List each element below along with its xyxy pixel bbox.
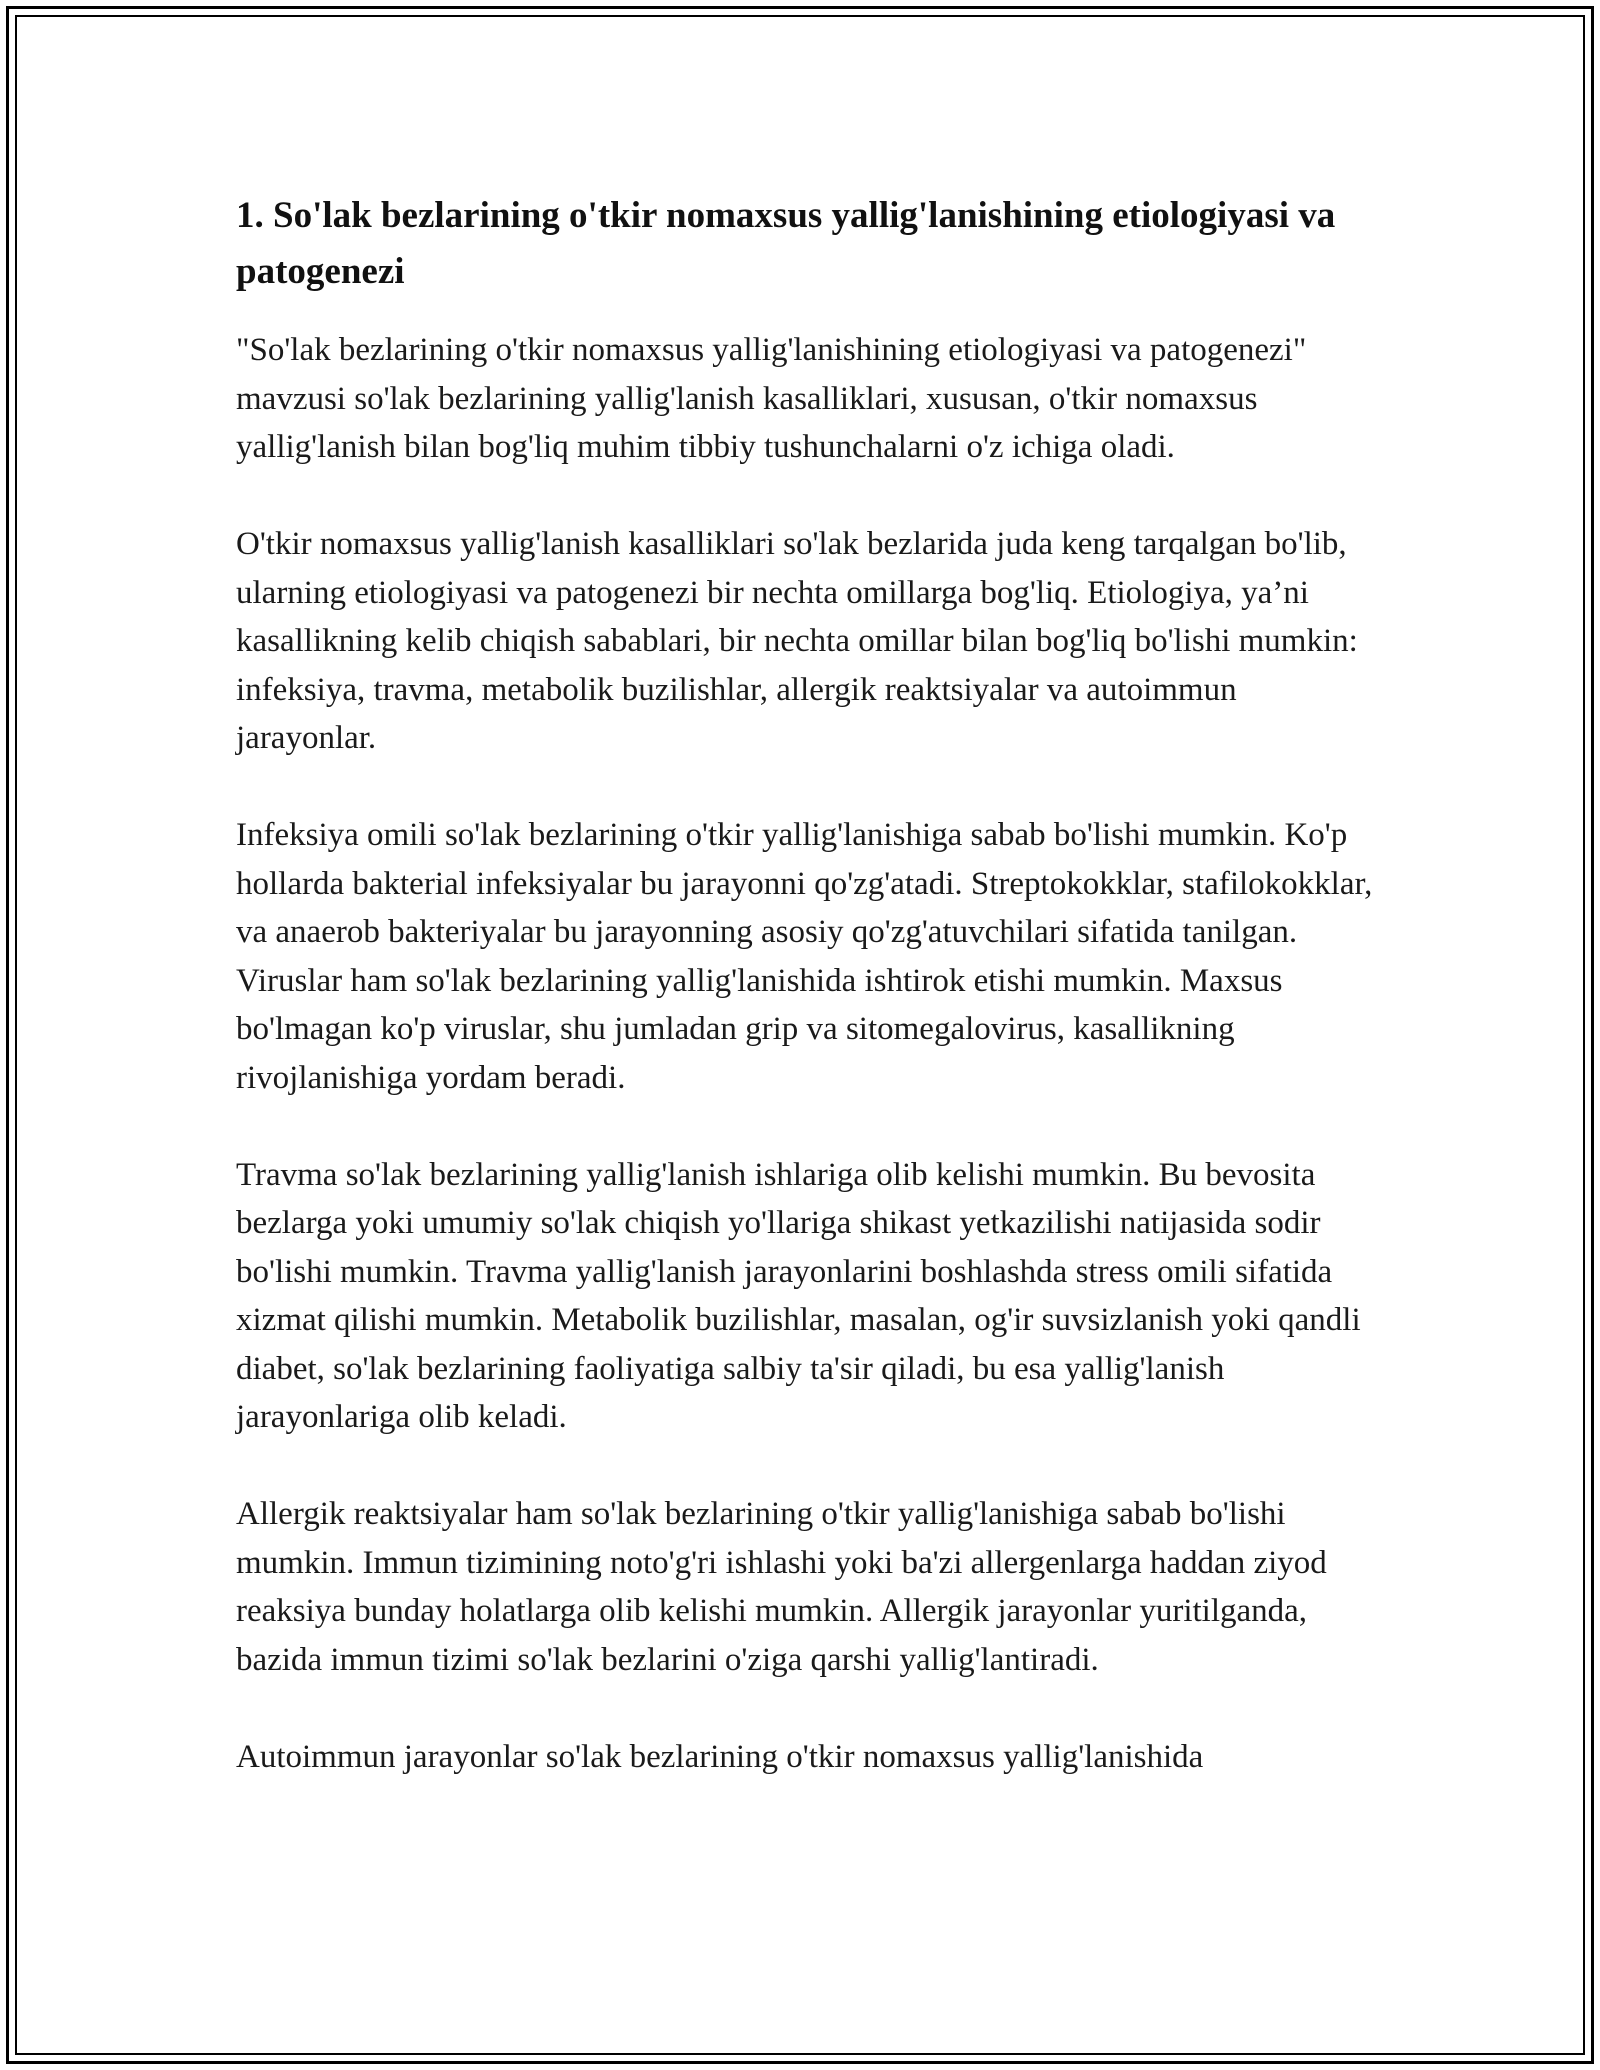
section-heading: 1. So'lak bezlarining o'tkir nomaxsus yallig'lanishining etiologiyasi va patogenezi: [236, 195, 1336, 292]
paragraph-intro: "So'lak bezlarining o'tkir nomaxsus yallig'lanishining etiologiyasi va patogenezi" mavzusi so'lak bezlarining yallig'lanish kasalliklari, xususan, o'tkir nomaxsus yallig'lanish bilan bog'liq muhim tibbiy tushunchalarni o'z ichiga oladi.: [236, 332, 1307, 465]
paragraph-autoimmune: Autoimmun jarayonlar so'lak bezlarining o'tkir nomaxsus yallig'lanishida: [236, 1738, 1204, 1775]
paragraph-etiology: O'tkir nomaxsus yallig'lanish kasalliklari so'lak bezlarida juda keng tarqalgan bo'lib, ularning etiologiyasi va patogenezi bir nechta omillarga bog'liq. Etiologiya, ya’ni kasallikning kelib chiqish sabablari, bir nechta omillar bilan bog'liq bo'lishi mumkin: infeksiya, travma, metabolik buzilishlar, allergik reaktsiyalar va autoimmun jarayonlar.: [236, 526, 1358, 756]
paragraph-allergy: Allergik reaktsiyalar ham so'lak bezlarining o'tkir yallig'lanishiga sabab bo'lishi mumkin. Immun tizimining noto'g'ri ishlashi yoki ba'zi allergenlarga haddan ziyod reaksiya bunday holatlarga olib kelishi mumkin. Allergik jarayonlar yuritilganda, bazida immun tizimi so'lak bezlarini o'ziga qarshi yallig'lantiradi.: [236, 1496, 1327, 1678]
paragraph-infection: Infeksiya omili so'lak bezlarining o'tkir yallig'lanishiga sabab bo'lishi mumkin. Ko'p hollarda bakterial infeksiyalar bu jarayonni qo'zg'atadi. Streptokokklar, stafilokokklar, va anaerob bakteriyalar bu jarayonning asosiy qo'zg'atuvchilari sifatida tanilgan. Viruslar ham so'lak bezlarining yallig'lanishida ishtirok etishi mumkin. Maxsus bo'lmagan ko'p viruslar, shu jumladan grip va sitomegalovirus, kasallikning rivojlanishiga yordam beradi.: [236, 817, 1373, 1096]
document-body: [236, 188, 1376, 1830]
paragraph-trauma: Travma so'lak bezlarining yallig'lanish ishlariga olib kelishi mumkin. Bu bevosita bezlarga yoki umumiy so'lak chiqish yo'llariga shikast yetkazilishi natijasida sodir bo'lishi mumkin. Travma yallig'lanish jarayonlarini boshlashda stress omili sifatida xizmat qilishi mumkin. Metabolik buzilishlar, masalan, og'ir suvsizlanish yoki qandli diabet, so'lak bezlarining faoliyatiga salbiy ta'sir qiladi, bu esa yallig'lanish jarayonlariga olib keladi.: [236, 1156, 1361, 1435]
